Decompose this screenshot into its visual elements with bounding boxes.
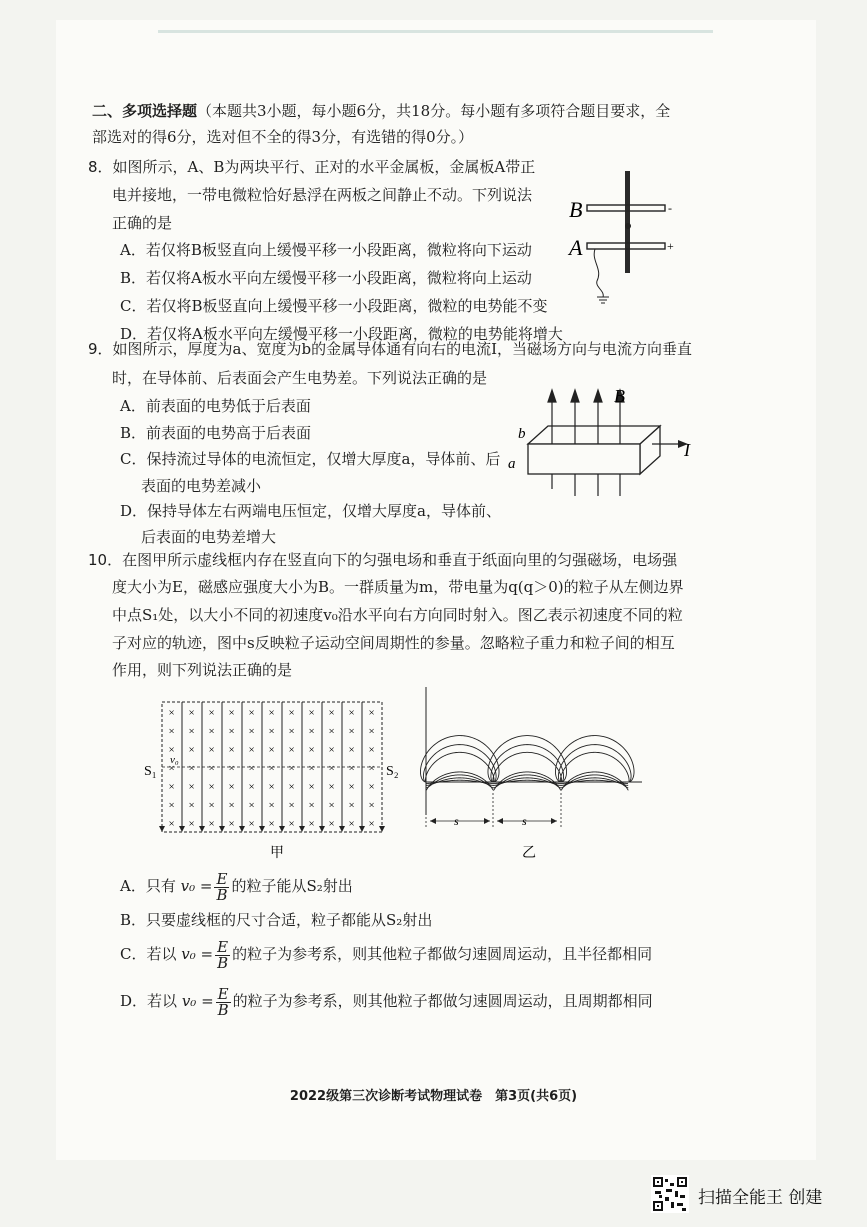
q10-jia-label-s2: S₂ [386, 764, 399, 779]
q9-box-top [528, 426, 660, 444]
magnetic-cross: × [228, 781, 235, 793]
q10-option-c: C．若以 v₀ = $\frac{E}{B}$ 的粒子为参考系，则其他粒子都做匀速圆周运动，且半径都相同 [120, 937, 653, 972]
field-arrowhead [239, 826, 245, 832]
magnetic-cross: × [368, 781, 375, 793]
magnetic-cross: × [368, 818, 375, 830]
field-arrowhead [359, 826, 365, 832]
q9-option-d-line1: D．保持导体左右两端电压恒定，仅增大厚度a，导体前、 [120, 502, 501, 520]
magnetic-cross: × [208, 799, 215, 812]
q9-stem-line1: 9．如图所示，厚度为a、宽度为b的金属导体通有向右的电流I，当磁场方向与电流方向垂直 [88, 340, 693, 358]
magnetic-cross: × [248, 799, 255, 812]
magnetic-cross: × [168, 799, 175, 812]
magnetic-cross: × [288, 744, 295, 756]
q8-label-b: B [569, 197, 583, 222]
magnetic-cross: × [308, 781, 315, 793]
magnetic-cross: × [168, 762, 175, 775]
q8-particle [625, 223, 631, 229]
top-rule [158, 30, 713, 33]
magnetic-cross: × [308, 762, 315, 775]
q10-option-d-fraction: $\frac{E}{B}$ [217, 984, 229, 1019]
magnetic-cross: × [268, 725, 275, 738]
magnetic-cross: × [188, 762, 195, 775]
q10-jia-magnetic-crosses [169, 707, 375, 830]
magnetic-cross: × [308, 818, 315, 830]
field-arrowhead [219, 826, 225, 832]
magnetic-cross: × [328, 818, 335, 830]
q8-sign-b: - [668, 201, 672, 215]
q8-number: 8． [88, 158, 113, 176]
field-arrowhead [299, 826, 305, 832]
q10-jia-label-s1: S₁ [144, 764, 157, 779]
magnetic-cross: × [328, 762, 335, 775]
magnetic-cross: × [368, 744, 375, 756]
field-arrowhead [259, 826, 265, 832]
section-header [92, 99, 670, 123]
magnetic-cross: × [208, 781, 215, 793]
magnetic-cross: × [188, 725, 195, 738]
q10-option-d: D．若以 v₀ = $\frac{E}{B}$ 的粒子为参考系，则其他粒子都做匀速圆周运动，且周期都相同 [120, 984, 653, 1019]
scanner-watermark: 扫描全能王 创建 [698, 1188, 823, 1208]
field-arrowhead [379, 826, 385, 832]
magnetic-cross: × [288, 725, 295, 738]
magnetic-cross: × [268, 799, 275, 812]
magnetic-cross: × [248, 725, 255, 738]
trajectory-curve [423, 745, 631, 782]
magnetic-cross: × [228, 762, 235, 775]
magnetic-cross: × [348, 762, 355, 775]
q10-yi-caption: 乙 [522, 846, 536, 861]
trajectory-curve [426, 775, 628, 788]
q10-jia-caption: 甲 [270, 846, 284, 861]
magnetic-cross: × [288, 762, 295, 775]
q10-stem-line3: 中点S₁处，以大小不同的初速度v₀沿水平向右方向同时射入。图乙表示初速度不同的粒 [112, 606, 683, 624]
q10-stem-line5: 作用，则下列说法正确的是 [112, 661, 293, 679]
magnetic-cross: × [328, 725, 335, 738]
q10-option-c-fraction: $\frac{E}{B}$ [217, 937, 229, 972]
q8-stem-line1: 8．如图所示，A、B为两块平行、正对的水平金属板，金属板A带正 [88, 158, 536, 176]
magnetic-cross: × [228, 744, 235, 756]
q10-figure-jia [140, 695, 410, 865]
q8-option-d: D．若仅将A板水平向左缓慢平移一小段距离，微粒的电势能将增大 [120, 325, 563, 343]
magnetic-cross: × [328, 707, 335, 719]
magnetic-cross: × [368, 725, 375, 738]
q10-figure-yi [412, 685, 652, 870]
magnetic-cross: × [228, 818, 235, 830]
q8-option-a: A．若仅将B板竖直向上缓慢平移一小段距离，微粒将向下运动 [120, 241, 532, 259]
q9-option-c-line1: C．保持流过导体的电流恒定，仅增大厚度a，导体前、后 [120, 450, 501, 468]
magnetic-cross: × [188, 707, 195, 719]
magnetic-cross: × [368, 799, 375, 812]
magnetic-cross: × [168, 725, 175, 738]
magnetic-cross: × [188, 744, 195, 756]
magnetic-cross: × [328, 744, 335, 756]
magnetic-cross: × [308, 744, 315, 756]
q8-stem-line3: 正确的是 [112, 214, 173, 232]
magnetic-cross: × [308, 725, 315, 738]
section-title: 二、多项选择题 [92, 102, 198, 120]
q8-option-c: C．若仅将B板竖直向上缓慢平移一小段距离，微粒的电势能不变 [120, 297, 548, 315]
magnetic-cross: × [188, 781, 195, 793]
q8-sign-a: + [667, 239, 674, 253]
section-instructions-line1: （本题共3小题，每小题6分，共18分。每小题有多项符合题目要求，全 [197, 102, 671, 120]
q8-label-a: A [569, 235, 583, 260]
magnetic-cross: × [248, 762, 255, 775]
magnetic-cross: × [208, 725, 215, 738]
magnetic-cross: × [208, 744, 215, 756]
magnetic-cross: × [248, 744, 255, 756]
q9-option-b: B．前表面的电势高于后表面 [120, 424, 312, 442]
q10-yi-label-s2: s [522, 814, 527, 828]
q9-conductor-figure [500, 384, 700, 514]
q9-option-d-line2: 后表面的电势差增大 [141, 528, 277, 546]
magnetic-cross: × [188, 818, 195, 830]
section-instructions-line2: 部选对的得6分，选对但不全的得3分，有选错的得0分。） [92, 128, 474, 146]
magnetic-cross: × [268, 762, 275, 775]
q8-ground-wire [594, 249, 603, 297]
magnetic-cross: × [288, 799, 295, 812]
field-arrowhead [279, 826, 285, 832]
magnetic-cross: × [248, 781, 255, 793]
q9-label-thickness: a [508, 456, 516, 472]
magnetic-cross: × [348, 725, 355, 738]
q10-option-a: A．只有 v₀ = $\frac{E}{B}$ 的粒子能从S₂射出 [120, 869, 353, 904]
q9-box-front [528, 444, 640, 474]
magnetic-cross: × [348, 818, 355, 830]
magnetic-cross: × [268, 707, 275, 719]
field-arrowhead [199, 826, 205, 832]
q9-stem-line2: 时，在导体前、后表面会产生电势差。下列说法正确的是 [112, 369, 488, 387]
magnetic-cross: × [308, 707, 315, 719]
magnetic-cross: × [348, 744, 355, 756]
q10-option-a-fraction: $\frac{E}{B}$ [216, 869, 228, 904]
q8-stem-line2: 电并接地，一带电微粒恰好悬浮在两板之间静止不动。下列说法 [112, 186, 533, 204]
magnetic-cross: × [328, 781, 335, 793]
q10-stem-line4: 子对应的轨迹，图中s反映粒子运动空间周期性的参量。忽略粒子重力和粒子间的相互 [112, 634, 675, 652]
magnetic-cross: × [368, 762, 375, 775]
q9-label-width: b [518, 426, 526, 442]
magnetic-cross: × [248, 707, 255, 719]
magnetic-cross: × [288, 707, 295, 719]
q8-capacitor-figure [565, 165, 675, 310]
field-arrowhead [179, 826, 185, 832]
magnetic-cross: × [168, 781, 175, 793]
magnetic-cross: × [348, 781, 355, 793]
q8-support-rod [625, 171, 630, 273]
q8-option-b: B．若仅将A板水平向左缓慢平移一小段距离，微粒将向上运动 [120, 269, 532, 287]
magnetic-cross: × [208, 818, 215, 830]
magnetic-cross: × [168, 818, 175, 830]
magnetic-cross: × [268, 744, 275, 756]
q9-option-c-line2: 表面的电势差减小 [141, 477, 262, 495]
q9-label-field: B [614, 386, 625, 406]
q10-option-b: B．只要虚线框的尺寸合适，粒子都能从S₂射出 [120, 911, 433, 929]
magnetic-cross: × [248, 818, 255, 830]
magnetic-cross: × [348, 799, 355, 812]
magnetic-cross: × [168, 707, 175, 719]
magnetic-cross: × [368, 707, 375, 719]
q10-yi-label-s1: s [454, 814, 459, 828]
qr-code-icon [651, 1175, 689, 1213]
magnetic-cross: × [328, 799, 335, 812]
q9-number: 9． [88, 340, 113, 358]
magnetic-cross: × [168, 744, 175, 756]
magnetic-cross: × [348, 707, 355, 719]
q9-label-current: I [684, 440, 690, 460]
q10-jia-label-v0: v₀ [170, 754, 179, 766]
magnetic-cross: × [288, 781, 295, 793]
q10-number: 10． [88, 551, 123, 569]
q10-stem-line1: 10．在图甲所示虚线框内存在竖直向下的匀强电场和垂直于纸面向里的匀强磁场，电场强 [88, 551, 678, 569]
magnetic-cross: × [308, 799, 315, 812]
magnetic-cross: × [268, 781, 275, 793]
magnetic-cross: × [228, 725, 235, 738]
magnetic-cross: × [208, 707, 215, 719]
magnetic-cross: × [288, 818, 295, 830]
magnetic-cross: × [188, 799, 195, 812]
field-arrowhead [159, 826, 165, 832]
magnetic-cross: × [228, 799, 235, 812]
page-footer: 2022级第三次诊断考试物理试卷 第3页(共6页) [289, 1089, 578, 1104]
q10-stem-line2: 度大小为E，磁感应强度大小为B。一群质量为m，带电量为q(q＞0)的粒子从左侧边界 [112, 578, 684, 596]
magnetic-cross: × [268, 818, 275, 830]
magnetic-cross: × [228, 707, 235, 719]
field-arrowhead [319, 826, 325, 832]
q9-option-a: A．前表面的电势低于后表面 [120, 397, 311, 415]
field-arrowhead [339, 826, 345, 832]
q10-yi-period-markers [426, 793, 561, 827]
magnetic-cross: × [208, 762, 215, 775]
